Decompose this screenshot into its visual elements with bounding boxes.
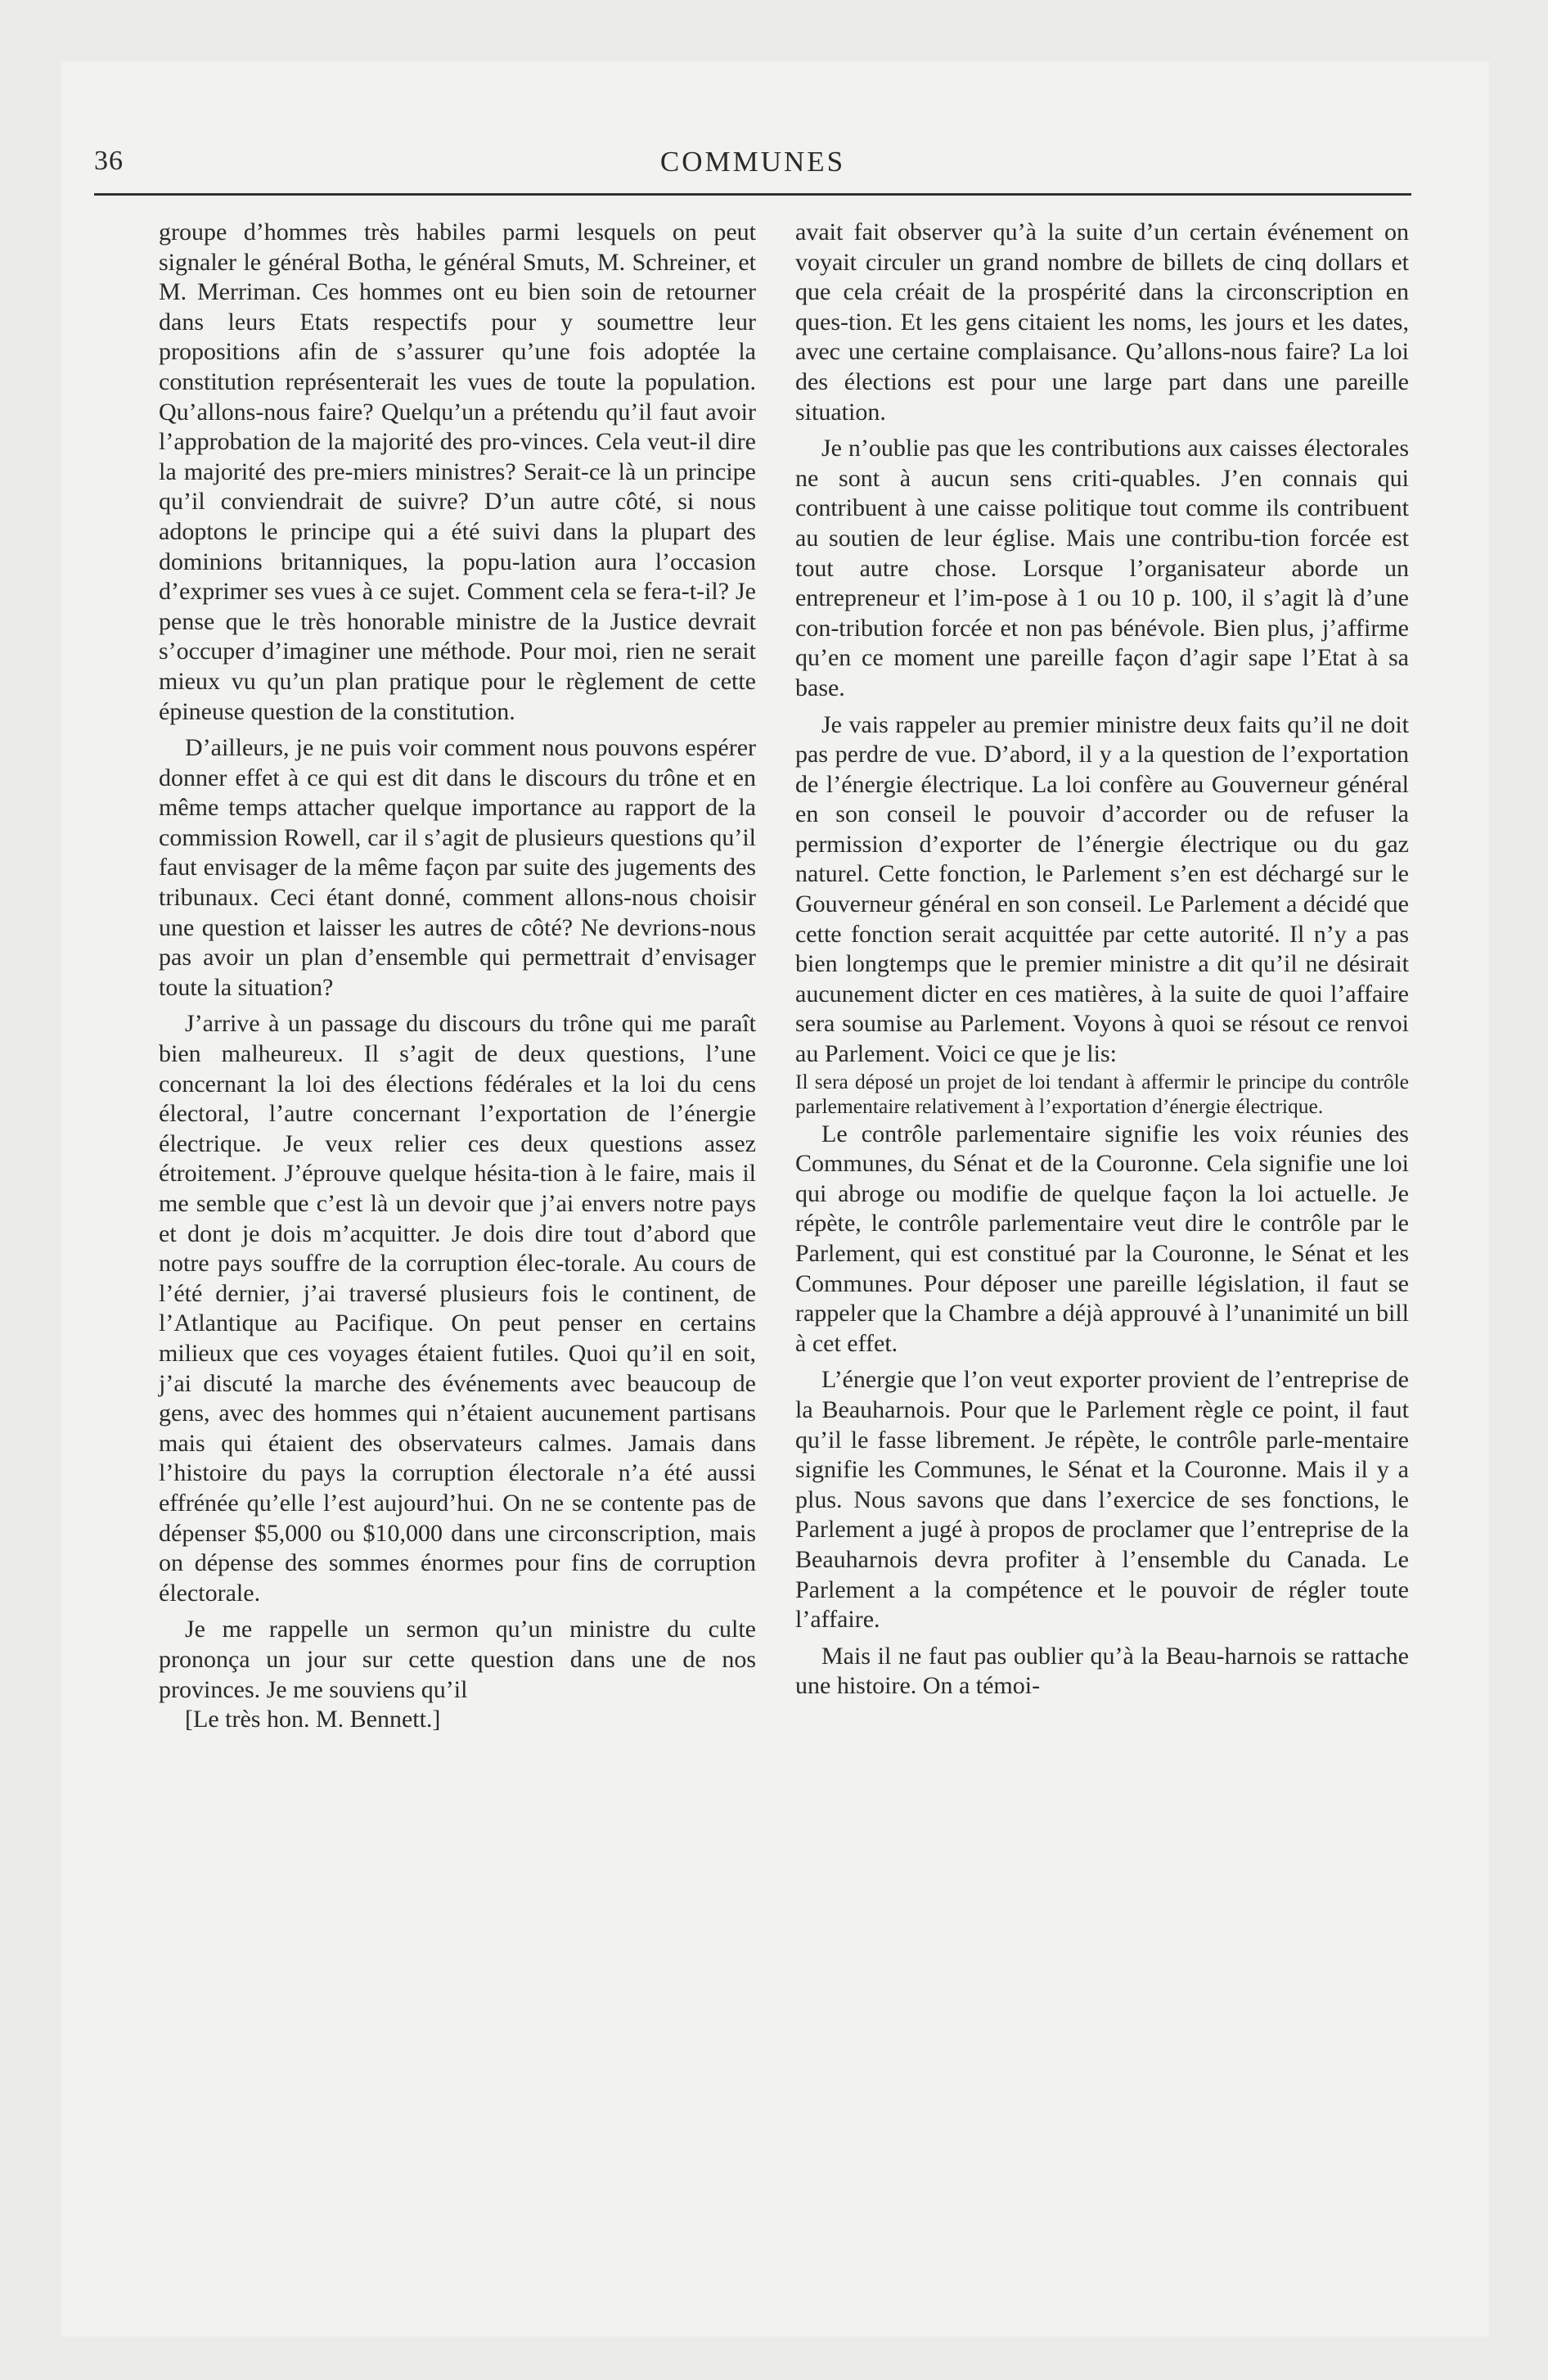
- paragraph: Le contrôle parlementaire signifie les voix réunies des Communes, du Sénat et de la Couronne. Cela signifie une loi qui abroge ou modifie de quelque façon la loi actuelle. Je répète, le contrôle parlementaire veut dire le contrôle par le Parlement, qui est constitué par la Couronne, le Sénat et les Communes. Pour déposer une pareille législation, il faut se rappeler que la Chambre a déjà approuvé à l’unanimité un bill à cet effet.: [795, 1120, 1409, 1357]
- right-column: [795, 218, 1409, 1702]
- paragraph: groupe d’hommes très habiles parmi lesquels on peut signaler le général Botha, le général Smuts, M. Schreiner, et M. Merriman. Ces hommes ont eu bien soin de retourner dans leurs Etats respectifs pour y soumettre leur propositions afin de s’assurer qu’une fois adoptée la constitution représenterait les vues de toute la population. Qu’allons-nous faire? Quelqu’un a prétendu qu’il faut avoir l’approbation de la majorité des pro-vinces. Cela veut-il dire la majorité des pre-miers ministres? Serait-ce là un principe qu’il conviendrait de suivre? D’un autre côté, si nous adoptons le principe qui a été suivi dans la plupart des dominions britanniques, la popu-lation aura l’occasion d’exprimer ses vues à ce sujet. Comment cela se fera-t-il? Je pense que le très honorable ministre de la Justice devrait s’occuper d’imaginer une méthode. Pour moi, rien ne serait mieux vu qu’un plan pratique pour le règlement de cette épineuse question de la constitution.: [159, 219, 756, 725]
- paragraph: D’ailleurs, je ne puis voir comment nous pouvons espérer donner effet à ce qui est dit dans le discours du trône et en même temps attacher quelque importance au rapport de la commission Rowell, car il s’agit de plusieurs questions qu’il faut envisager de la même façon par suite des jugements des tribunaux. Ceci étant donné, comment allons-nous choisir une question et laisser les autres de côté? Ne devrions-nous pas avoir un plan d’ensemble qui permettrait d’envisager toute la situation?: [159, 734, 756, 1001]
- page-number: 36: [94, 146, 124, 176]
- speaker-attribution: [Le très hon. M. Bennett.]: [185, 1706, 441, 1733]
- running-head: COMMUNES: [659, 146, 846, 178]
- paragraph: J’arrive à un passage du discours du trône qui me paraît bien malheureux. Il s’agit de deux questions, l’une concernant la loi des élections fédérales et la loi du cens électoral, l’autre concernant l’exportation de l’énergie électrique. Je veux relier ces deux questions assez étroitement. J’éprouve quelque hésita-tion à le faire, mais il me semble que c’est là un devoir que j’ai envers notre pays et dont je dois m’acquitter. Je dois dire tout d’abord que notre pays souffre de la corruption élec-torale. Au cours de l’été dernier, j’ai traversé plusieurs fois le continent, de l’Atlantique au Pacifique. On peut penser en certains milieux que ces voyages étaient futiles. Quoi qu’il en soit, j’ai discuté la marche des événements avec beaucoup de gens, avec des hommes qui n’étaient aucunement partisans mais qui étaient des observateurs calmes. Jamais dans l’histoire du pays la corruption électorale n’a été aussi effrénée qu’elle l’est aujourd’hui. On ne se contente pas de dépenser $5,000 ou $10,000 dans une circonscription, mais on dépense des sommes énormes pour fins de corruption électorale.: [159, 1010, 756, 1607]
- paragraph: Je vais rappeler au premier ministre deux faits qu’il ne doit pas perdre de vue. D’abord, il y a la question de l’exportation de l’énergie électrique. La loi confère au Gouverneur général en son conseil le pouvoir d’accorder ou de refuser la permission d’exporter de l’énergie électrique ou du gaz naturel. Cette fonction, le Parlement s’en est déchargé sur le Gouverneur général en son conseil. Le Parlement a décidé que cette fonction serait acquittée par cette autorité. Il n’y a pas bien longtemps que le premier ministre a dit qu’il ne désirait aucunement dicter en ces matières, à la suite de quoi l’affaire sera soumise au Parlement. Voyons à quoi se résout ce renvoi au Parlement. Voici ce que je lis:: [795, 710, 1409, 1068]
- paragraph: L’énergie que l’on veut exporter provient de l’entreprise de la Beauharnois. Pour que le Parlement règle ce point, il faut qu’il le fasse librement. Je répète, le contrôle parle-mentaire signifie les Communes, le Sénat et la Couronne. Mais il y a plus. Nous savons que dans l’exercice de ses fonctions, le Parlement a jugé à propos de proclamer que l’entreprise de la Beauharnois devra profiter à l’ensemble du Canada. Le Parlement a la compétence et le pouvoir de régler toute l’affaire.: [795, 1366, 1409, 1634]
- header-rule: [94, 193, 1411, 196]
- left-column: [159, 218, 756, 1735]
- paragraph: Je n’oublie pas que les contributions aux caisses électorales ne sont à aucun sens criti-quables. J’en connais qui contribuent à une caisse politique tout comme ils contribuent au soutien de leur église. Mais une contribu-tion forcée est tout autre chose. Lorsque l’organisateur aborde un entrepreneur et l’im-pose à 1 ou 10 p. 100, il s’agit là d’une con-tribution forcée et non pas bénévole. Bien plus, j’affirme qu’en ce moment une pareille façon d’agir sape l’Etat à sa base.: [795, 435, 1409, 701]
- paragraph: Mais il ne faut pas oublier qu’à la Beau-harnois se rattache une histoire. On a témoi-: [795, 1642, 1409, 1700]
- paragraph: avait fait observer qu’à la suite d’un certain événement on voyait circuler un grand nombre de billets de cinq dollars et que cela créait de la prospérité dans la circonscription en ques-tion. Et les gens citaient les noms, les jours et les dates, avec une certaine complaisance. Qu’allons-nous faire? La loi des élections est pour une large part dans une pareille situation.: [795, 219, 1409, 426]
- page-header: [94, 146, 1411, 188]
- block-quote: Il sera déposé un projet de loi tendant à affermir le principe du contrôle parlementaire relativement à l’exportation d’énergie électrique.: [795, 1069, 1409, 1119]
- paragraph: Je me rappelle un sermon qu’un ministre du culte prononça un jour sur cette question dans une de nos provinces. Je me souviens qu’il: [159, 1616, 756, 1703]
